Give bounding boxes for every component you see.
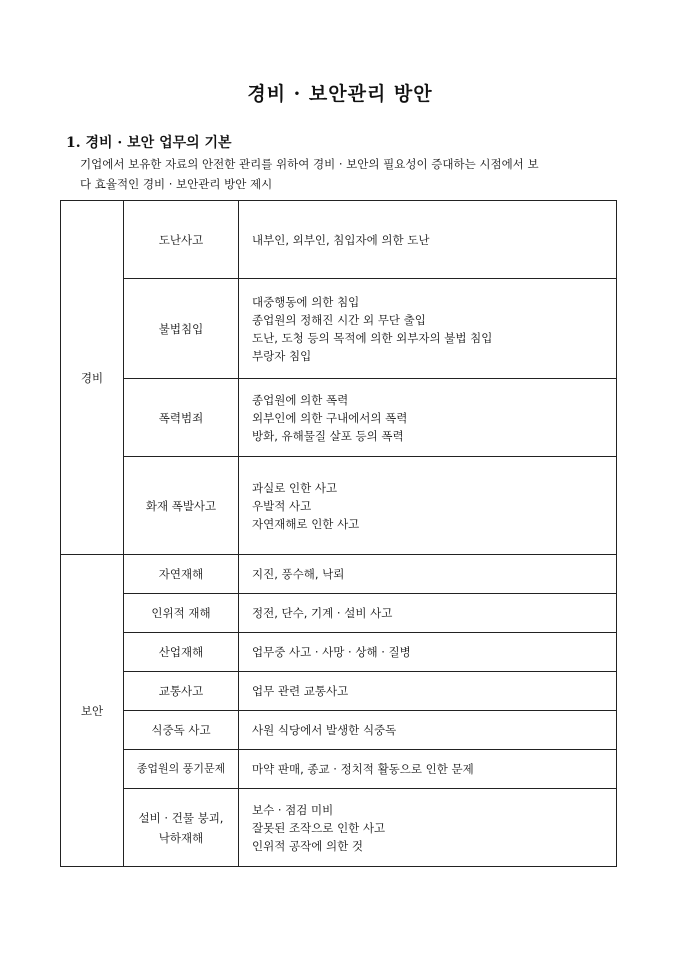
detail-line: 정전, 단수, 기계 · 설비 사고 [252,606,393,620]
item-label: 산업재해 [158,645,204,659]
detail-line: 부랑자 침입 [252,348,312,363]
detail-cell [239,750,617,789]
table-row [61,750,617,789]
detail-line: 내부인, 외부인, 침입자에 의한 도난 [252,232,430,247]
detail-line: 보수 · 점검 미비 [252,802,334,817]
document-title: 경비 · 보안관리 방안 [247,83,433,105]
table-row [61,789,617,867]
intro-line: 다 효율적인 경비 · 보안관리 방안 제시 [80,177,273,191]
detail-cell [239,711,617,750]
detail-line: 잘못된 조작으로 인한 사고 [252,820,386,835]
detail-cell [239,555,617,594]
table-row [61,633,617,672]
item-label: 종업원의 풍기문제 [136,762,226,775]
item-cell [124,201,239,279]
item-label: 불법침입 [158,321,204,336]
detail-line: 방화, 유해물질 살포 등의 폭력 [252,428,404,443]
detail-line: 마약 판매, 종교 · 정치적 활동으로 인한 문제 [252,762,474,776]
detail-line: 종업원의 정해진 시간 외 무단 출입 [252,312,426,327]
table-row [61,555,617,594]
item-label: 식중독 사고 [151,723,211,737]
item-cell [124,594,239,633]
section-heading: 1. 경비 · 보안 업무의 기본 [66,135,232,151]
detail-line: 대중행동에 의한 침입 [252,294,360,309]
detail-cell [239,633,617,672]
item-label: 낙하재해 [158,830,204,845]
detail-cell [239,201,617,279]
detail-cell [239,672,617,711]
detail-cell [239,457,617,555]
item-label: 화재 폭발사고 [145,498,217,513]
item-label: 교통사고 [158,684,204,698]
security-plan-table [60,200,617,867]
item-cell [124,379,239,457]
item-cell [124,457,239,555]
item-cell [124,279,239,379]
table-row [61,594,617,633]
table-row [61,711,617,750]
detail-line: 외부인에 의한 구내에서의 폭력 [252,410,408,425]
detail-line: 업무중 사고 · 사망 · 상해 · 질병 [252,645,411,659]
item-cell [124,633,239,672]
detail-line: 사원 식당에서 발생한 식중독 [252,723,397,737]
table-row [61,672,617,711]
table-row [61,457,617,555]
intro-line: 기업에서 보유한 자료의 안전한 관리를 위하여 경비 · 보안의 필요성이 증대하는 시점에서 보 [80,157,539,171]
table-row [61,379,617,457]
item-cell [124,789,239,867]
table-row [61,279,617,379]
item-cell [124,750,239,789]
detail-cell [239,379,617,457]
detail-cell [239,789,617,867]
item-cell [124,672,239,711]
item-label: 폭력범죄 [158,410,204,425]
detail-line: 종업원에 의한 폭력 [252,392,349,407]
detail-line: 인위적 공작에 의한 것 [252,838,363,853]
detail-cell [239,279,617,379]
detail-line: 업무 관련 교통사고 [252,684,349,698]
detail-line: 과실로 인한 사고 [252,480,338,495]
category-cell-guard: 경비 [61,201,124,555]
item-label: 설비 · 건물 붕괴, [138,810,224,825]
item-cell [124,555,239,594]
detail-cell [239,594,617,633]
detail-line: 도난, 도청 등의 목적에 의한 외부자의 불법 침입 [252,330,493,345]
detail-line: 우발적 사고 [252,498,312,513]
detail-line: 지진, 풍수해, 낙뢰 [252,567,345,581]
section-intro [66,154,626,194]
category-cell-security: 보안 [61,555,124,867]
item-label: 도난사고 [158,232,204,247]
item-label: 인위적 재해 [151,606,211,620]
item-cell [124,711,239,750]
detail-line: 자연재해로 인한 사고 [252,516,360,531]
item-label: 자연재해 [158,567,204,581]
table-row [61,201,617,279]
